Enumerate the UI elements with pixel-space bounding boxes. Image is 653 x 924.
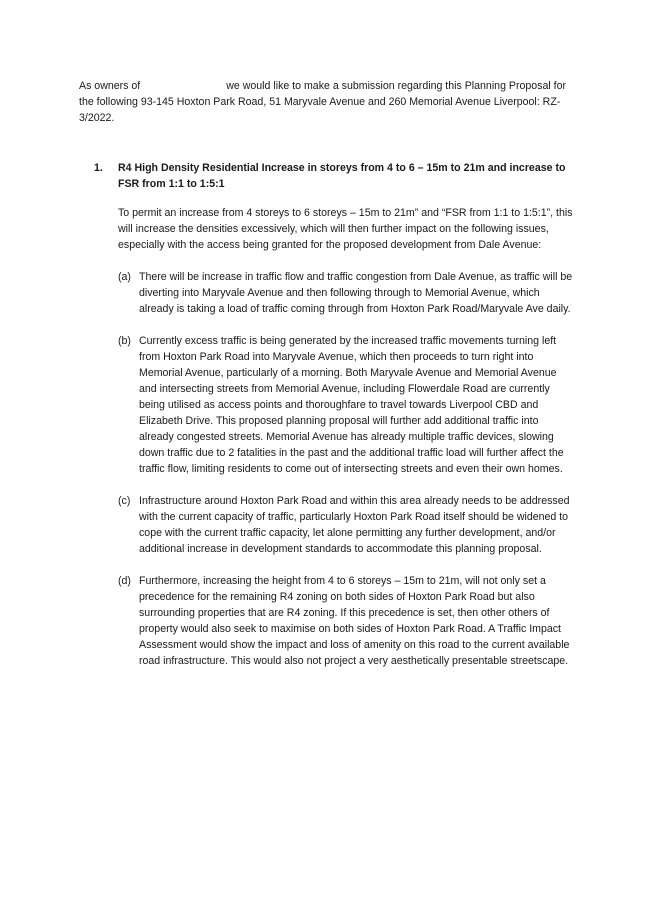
issue-text: There will be increase in traffic flow and traffic congestion from Dale Avenue, as traffic will be diverting into Maryvale Avenue and then following through to Memorial Avenue, which already is taking a load of traffic coming through from Hoxton Park Road/Maryvale Ave daily. <box>139 271 573 315</box>
intro-text: we would like to make a submission regarding this Planning Proposal for the following 93-145 Hoxton Park Road, 51 Maryvale Avenue and 260 Memorial Avenue Liverpool: RZ-3/2022. <box>79 80 567 124</box>
issue-item-d <box>118 573 574 669</box>
section-body: To permit an increase from 4 storeys to 6 storeys – 15m to 21m” and “FSR from 1:1 to 1:5:1”, this will increase the densities excessively, which will then further impact on the following issues, especially with the access being granted for the proposed development from Dale Avenue: <box>118 207 573 251</box>
issue-label: (b) <box>118 335 131 347</box>
issue-label: (c) <box>118 495 131 507</box>
section-heading-text: R4 High Density Residential Increase in storeys from 4 to 6 – 15m to 21m and increase to FSR from 1:1 to 1:5:1 <box>118 162 566 190</box>
section-number: 1. <box>94 162 103 174</box>
issue-label: (a) <box>118 271 131 283</box>
issue-label: (d) <box>118 575 131 587</box>
issue-text: Currently excess traffic is being generated by the increased traffic movements turning left from Hoxton Park Road into Maryvale Avenue, which then proceeds to turn right into Memorial Avenue, particularly of a morning. Both Maryvale Avenue and Memorial Avenue and intersecting streets from Memorial Avenue, including Flowerdale Road are currently being utilised as access points and thoroughfare to travel towards Liverpool CBD and Elizabeth Drive. This proposed planning proposal will further add additional traffic into already congested streets. Memorial Avenue has already multiple traffic devices, slowing down traffic due to 2 fatalities in the past and the additional traffic load will further affect the traffic flow, limiting residents to come out of intersecting streets and even their own homes. <box>139 335 564 475</box>
issue-item-b <box>118 333 574 477</box>
issue-item-c <box>118 493 574 557</box>
issue-text: Infrastructure around Hoxton Park Road and within this area already needs to be addressed with the current capacity of traffic, particularly Hoxton Park Road itself should be widened to cope with the current traffic capacity, let alone permitting any further development, and/or additional increase in development standards to accommodate this planning proposal. <box>139 495 570 555</box>
intro-prefix: As owners of <box>79 80 141 92</box>
issue-list <box>118 269 574 669</box>
intro-paragraph <box>79 78 579 126</box>
section-heading <box>94 160 574 192</box>
issue-item-a <box>118 269 574 317</box>
submission-section-1 <box>94 160 574 685</box>
issue-text: Furthermore, increasing the height from 4 to 6 storeys – 15m to 21m, will not only set a precedence for the remaining R4 zoning on both sides of Hoxton Park Road but also surrounding properties that are R4 zoning. If this precedence is set, then other others of property would also seek to maximise on both sides of Hoxton Park Road. A Traffic Impact Assessment would show the impact and loss of amenity on this road to the current available road infrastructure. This would also not project a very aesthetically presentable streetscape. <box>139 575 570 667</box>
